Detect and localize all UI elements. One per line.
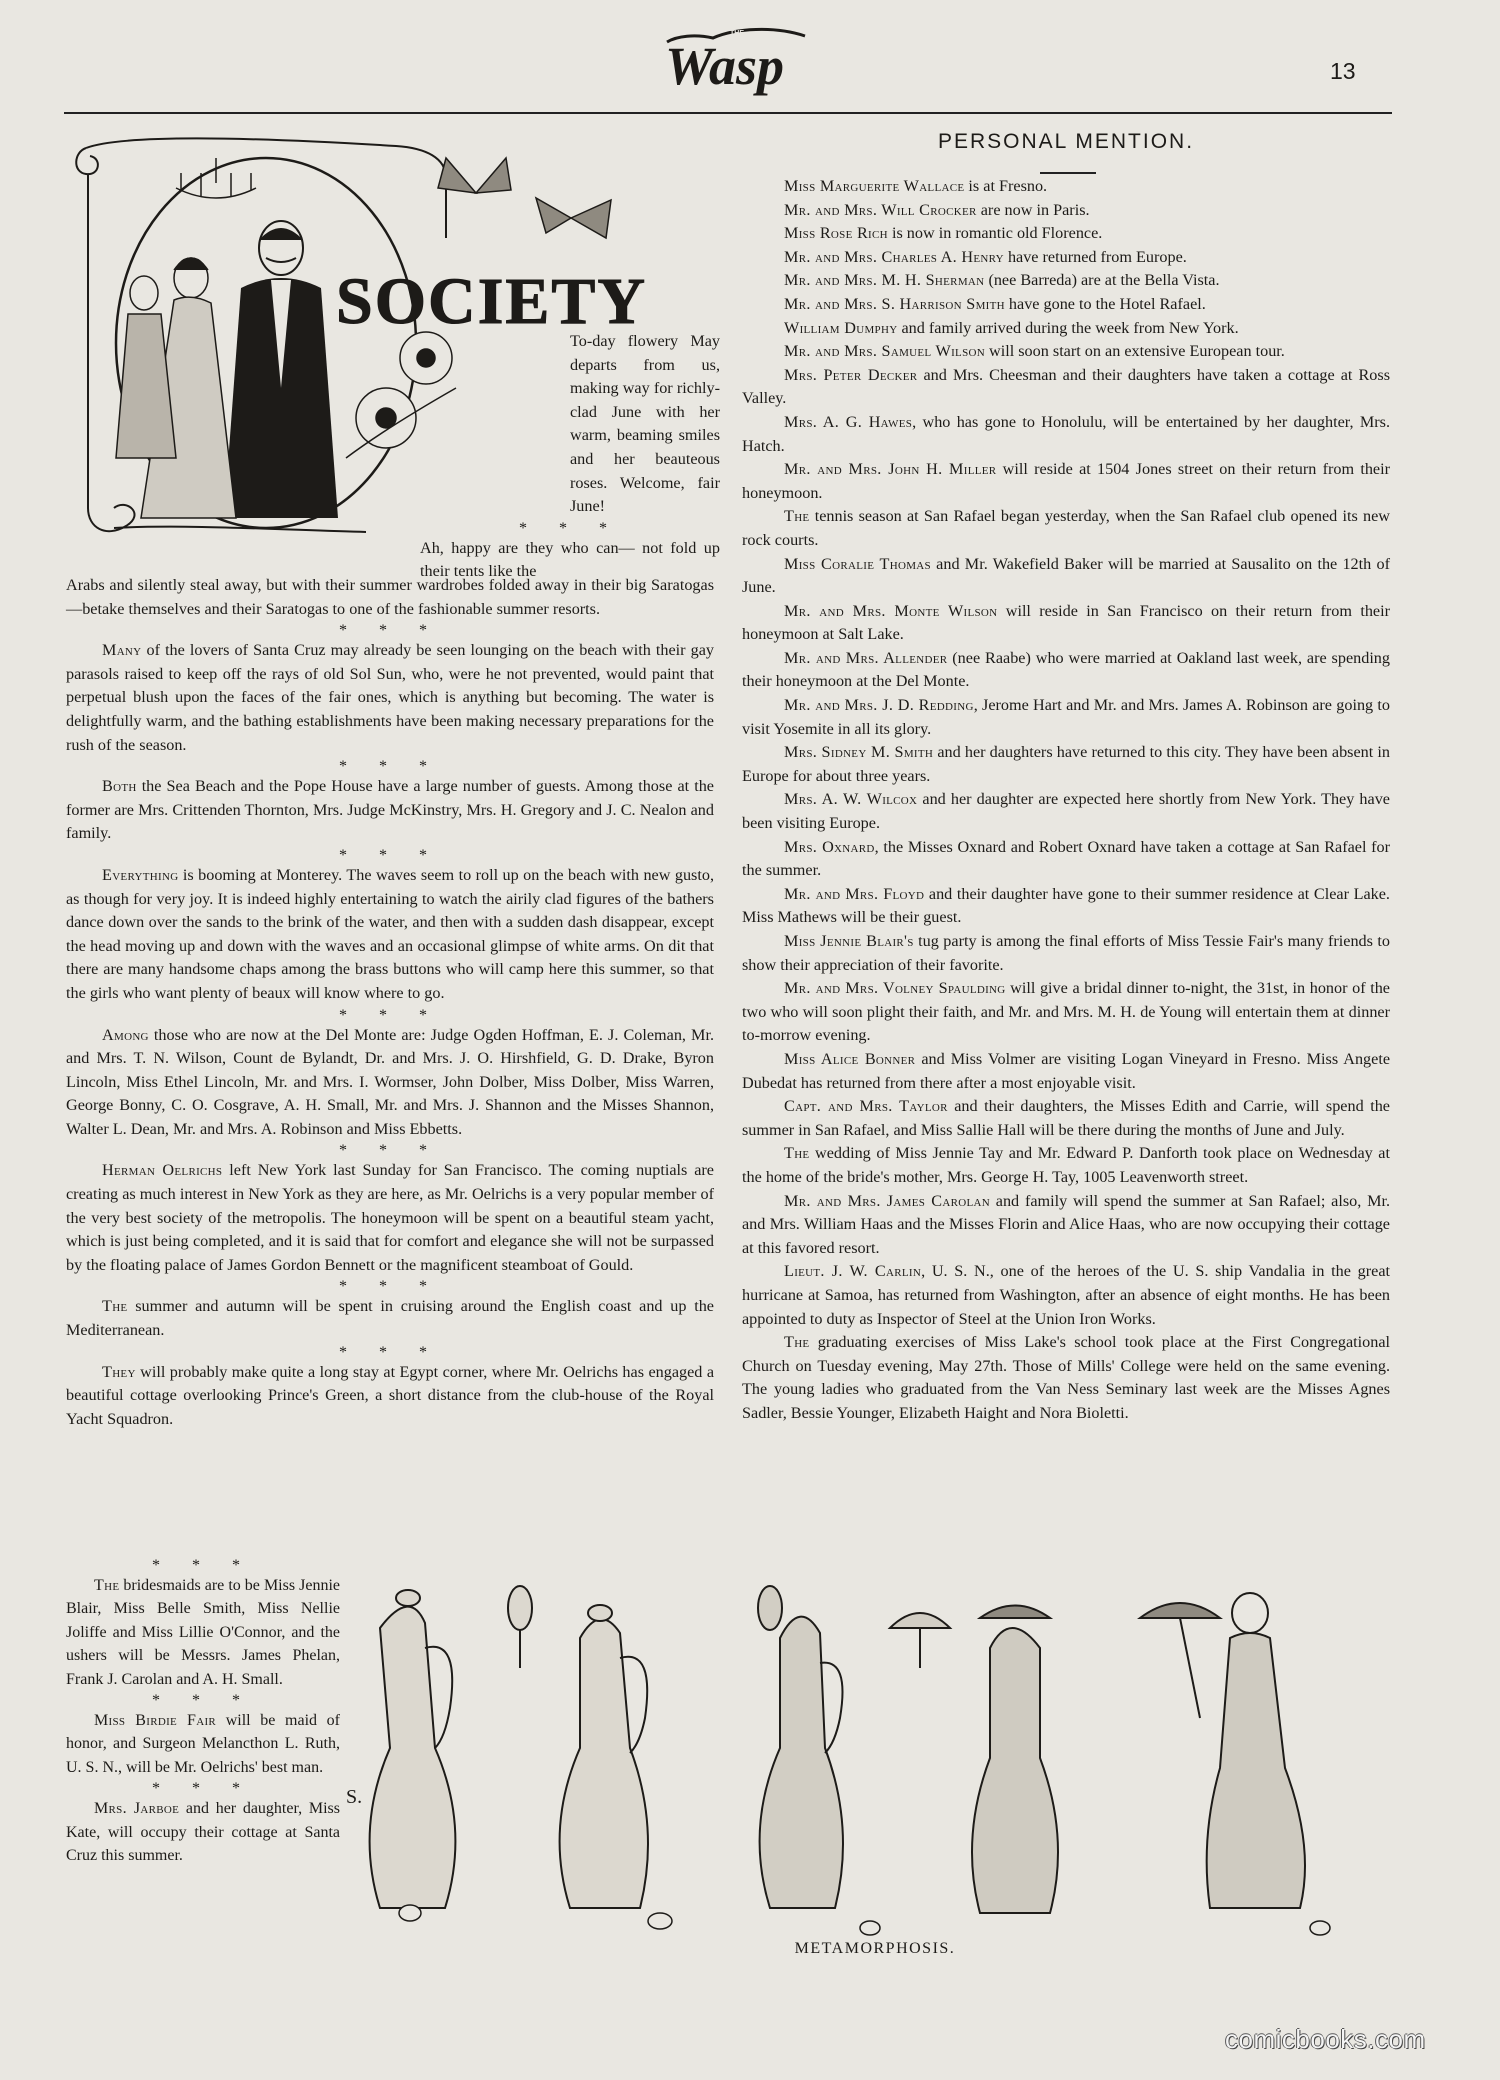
personal-mention-item: Mr. and Mrs. Will Crocker are now in Paris.: [784, 200, 1090, 219]
personal-mention-item: Mrs. Sidney M. Smith and her daughters have returned to this city. They have been absent in Europe for about three years.: [742, 743, 1390, 785]
pitcher-figure: [370, 1590, 456, 1908]
personal-mention-item: Capt. and Mrs. Taylor and their daughters, the Misses Edith and Carrie, will spend the summer in San Rafael, and Miss Sallie Hall will be there during the months of June and July.: [742, 1097, 1390, 1139]
masthead-rule: [64, 112, 1392, 114]
personal-mention-item: Mr. and Mrs. Charles A. Henry have returned from Europe.: [784, 247, 1187, 266]
personal-mention-item: Mr. and Mrs. Monte Wilson will reside in San Francisco on their return from their honeymoon at Salt Lake.: [742, 601, 1390, 644]
separator-stars: * * *: [152, 1780, 254, 1798]
metamorphosis-cartoon: [346, 1568, 1400, 1938]
pitcher-figure: [758, 1586, 950, 1908]
separator-stars: * * *: [339, 1343, 441, 1361]
logo-small-text: THE: [730, 30, 744, 37]
separator-stars: * * *: [152, 1692, 254, 1710]
society-intro-para-2: Ah, happy are they who can— not fold up their tents like the: [420, 538, 720, 581]
society-column: [66, 574, 714, 1431]
cartoon-signature: S.: [346, 1786, 363, 1808]
society-paragraph: Mrs. Jarboe and her daughter, Miss Kate, will occupy their cottage at Santa Cruz this summer.: [66, 1800, 340, 1865]
separator-stars: * * *: [339, 846, 441, 864]
personal-mention-item: Lieut. J. W. Carlin, U. S. N., one of the heroes of the U. S. ship Vandalia in the great hurricane at Samoa, has returned from Washington, after an absence of eight months. He has been appointed to duty as Inspector of Steel at the Union Iron Works.: [742, 1262, 1390, 1328]
separator-stars: * * *: [152, 1557, 254, 1574]
personal-mention-item: Miss Rose Rich is now in romantic old Florence.: [784, 224, 1103, 243]
personal-mention-item: Mr. and Mrs. James Carolan and family will spend the summer at San Rafael; also, Mr. and Mrs. William Haas and the Misses Florin and Alice Haas, who are now occupying their cottage at this favored resort.: [742, 1191, 1390, 1257]
personal-mention-item: Mrs. Peter Decker and Mrs. Cheesman and their daughters have taken a cottage at Ross Valley.: [742, 365, 1390, 408]
lady-figures: [116, 258, 236, 518]
separator-stars: * * *: [519, 519, 621, 537]
pitcher-figure: [508, 1586, 648, 1908]
society-paragraph: Among those who are now at the Del Monte are: Judge Ogden Hoffman, E. J. Coleman, Mr. and Mrs. T. N. Wilson, Count de Bylandt, Dr. and Mrs. J. O. Hirshfield, G. D. Drake, Byron Lincoln, Miss Ethel Lincoln, Mr. and Mrs. I. Wormser, John Dolber, Miss Dolber, Miss Warren, George Bonny, C. O. Cosgrave, A. H. Small, Mr. and Mrs. J. Shannon and the Misses Shannon, Walter L. Dean, Mr. and Mrs. A. Robinson and Miss Ebbetts.: [66, 1025, 714, 1138]
personal-mention-item: The wedding of Miss Jennie Tay and Mr. Edward P. Danforth took place on Wednesday at the home of the bride's mother, Mrs. George H. Tay, 1005 Leavenworth street.: [742, 1144, 1390, 1186]
butterfly-icon: [438, 158, 611, 238]
society-intro-continued: Arabs and silently steal away, but with their summer wardrobes folded away in their big Saratogas—betake themselves and their Saratogas to one of the fashionable summer resorts.: [66, 576, 714, 618]
personal-mention-heading: PERSONAL MENTION.: [937, 130, 1195, 153]
separator-stars: * * *: [339, 622, 441, 640]
watermark: comicbooks.com: [1225, 2024, 1426, 2054]
wasp-logo: [655, 14, 825, 114]
society-paragraph: Herman Oelrichs left New York last Sunday for San Francisco. The coming nuptials are creating as much interest in New York as they are here, as Mr. Oelrichs is a very popular member of the very best society of the metropolis. The honeymoon will be spent on a beautiful steam yacht, which is just being completed, and it is said that for comfort and elegance she will not be surpassed by the floating palace of James Gordon Bennett or the magnificent steamboat of Gould.: [66, 1161, 714, 1274]
society-intro: [420, 330, 720, 584]
personal-mention-item: Miss Alice Bonner and Miss Volmer are visiting Logan Vineyard in Fresno. Miss Angete Dubedat has returned from there after a most enjoyable visit.: [742, 1049, 1391, 1092]
separator-stars: * * *: [339, 1006, 441, 1024]
personal-mention-column: [742, 175, 1390, 1425]
personal-mention-item: Mr. and Mrs. J. D. Redding, Jerome Hart and Mr. and Mrs. James A. Robinson are going to visit Yosemite in all its glory.: [742, 696, 1391, 738]
society-paragraph: The bridesmaids are to be Miss Jennie Blair, Miss Belle Smith, Miss Nellie Joliffe and Miss Lillie O'Connor, and the ushers will be Messrs. James Phelan, Frank J. Carolan and A. H. Small.: [66, 1577, 340, 1688]
personal-mention-item: Mrs. Oxnard, the Misses Oxnard and Robert Oxnard have taken a cottage at San Rafael for the summer.: [742, 837, 1390, 880]
personal-mention-item: Mr. and Mrs. Floyd and their daughter have gone to their summer residence at Clear Lake. Miss Mathews will be their guest.: [742, 884, 1390, 927]
personal-mention-item: William Dumphy and family arrived during the week from New York.: [784, 318, 1239, 337]
separator-stars: * * *: [339, 758, 441, 776]
cartoon-caption: METAMORPHOSIS.: [794, 1940, 956, 1957]
bridesmaids-column: [66, 1556, 340, 1867]
personal-mention-item: Mr. and Mrs. Volney Spaulding will give a bridal dinner to-night, the 31st, in honor of the two who will soon plight their faith, and Mr. and Mrs. M. H. de Young will entertain them at dinner to-morrow evening.: [742, 979, 1390, 1045]
page-number: 13: [1330, 58, 1356, 84]
personal-mention-item: The tennis season at San Rafael began yesterday, when the San Rafael club opened its new rock courts.: [742, 507, 1390, 549]
personal-mention-item: Mrs. A. G. Hawes, who has gone to Honolulu, will be entertained by her daughter, Mrs. Hatch.: [742, 412, 1390, 455]
personal-mention-item: Mr. and Mrs. M. H. Sherman (nee Barreda) are at the Bella Vista.: [784, 271, 1220, 290]
personal-mention-item: Mr. and Mrs. Samuel Wilson will soon start on an extensive European tour.: [784, 342, 1285, 361]
society-paragraph: Everything is booming at Monterey. The waves seem to roll up on the beach with new gusto, as though for very joy. It is indeed highly entertaining to watch the airily clad figures of the bathers dance down over the sands to the brink of the water, and then with a sudden dash disappear, except the head moving up and down with the waves and an occasional glimpse of white arms. On dit that there are many handsome chaps among the brass buttons who will camp here this summer, so that the girls who want plenty of beaux will know where to go.: [66, 865, 714, 1002]
logo-text: Wasp: [665, 36, 785, 96]
personal-mention-item: Mrs. A. W. Wilcox and her daughter are expected here shortly from New York. They have been visiting Europe.: [742, 790, 1390, 833]
personal-mention-item: Mr. and Mrs. S. Harrison Smith have gone to the Hotel Rafael.: [784, 294, 1206, 313]
society-paragraph: The summer and autumn will be spent in cruising around the English coast and up the Mediterranean.: [66, 1297, 714, 1340]
lady-with-parasol-figure: [1140, 1593, 1305, 1908]
masthead: [0, 0, 1500, 120]
personal-mention-item: Miss Coralie Thomas and Mr. Wakefield Baker will be married at Sausalito on the 12th of June.: [742, 554, 1390, 597]
separator-stars: * * *: [339, 1142, 441, 1160]
society-intro-para-1: To-day flowery May departs from us, making way for richly-clad June with her warm, beaming smiles and her beauteous roses. Welcome, fair June!: [570, 332, 720, 516]
personal-mention-item: Mr. and Mrs. John H. Miller will reside at 1504 Jones street on their return from their honeymoon.: [742, 460, 1390, 502]
society-paragraph: Many of the lovers of Santa Cruz may already be seen lounging on the beach with their gay parasols raised to keep off the rays of old Sol Sun, who, were he not prevented, would paint that perpetual blush upon the faces of the fair ones, which is anything but becoming. The water is delightfully warm, and the bathing establishments have been making necessary preparations for the rush of the season.: [66, 641, 714, 754]
gentleman-figure: [224, 221, 338, 518]
separator-stars: * * *: [339, 1278, 441, 1296]
lady-figure: [972, 1606, 1058, 1914]
society-paragraph: They will probably make quite a long stay at Egypt corner, where Mr. Oelrichs has engaged a beautiful cottage overlooking Prince's Green, a short distance from the club-house of the Royal Yacht Squadron.: [66, 1362, 714, 1428]
personal-mention-item: Miss Jennie Blair's tug party is among the final efforts of Miss Tessie Fair's many friends to show their appreciation of their favorite.: [742, 932, 1390, 974]
chandelier-icon: [176, 158, 256, 198]
heading-rule: [1040, 172, 1096, 174]
personal-mention-item: Mr. and Mrs. Allender (nee Raabe) who were married at Oakland last week, are spending their honeymoon at the Del Monte.: [742, 648, 1390, 691]
society-paragraph: Miss Birdie Fair will be maid of honor, and Surgeon Melancthon L. Ruth, U. S. N., will be Mr. Oelrichs' best man.: [66, 1712, 341, 1776]
society-title: SOCIETY: [336, 265, 648, 338]
society-paragraph: Both the Sea Beach and the Pope House have a large number of guests. Among those at the former are Mrs. Crittenden Thornton, Mrs. Judge McKinstry, Mrs. H. Gregory and J. C. Nealon and family.: [66, 777, 714, 843]
eggs-group: [399, 1905, 1330, 1935]
personal-mention-item: Miss Marguerite Wallace is at Fresno.: [784, 177, 1048, 195]
personal-mention-item: The graduating exercises of Miss Lake's school took place at the First Congregational Church on Tuesday evening, May 27th. Those of Mills' College were held on the same evening. The young ladies who graduated from the Van Ness Seminary last week are the Misses Agnes Sadler, Bessie Younger, Elizabeth Haight and Nora Bioletti.: [742, 1333, 1390, 1422]
